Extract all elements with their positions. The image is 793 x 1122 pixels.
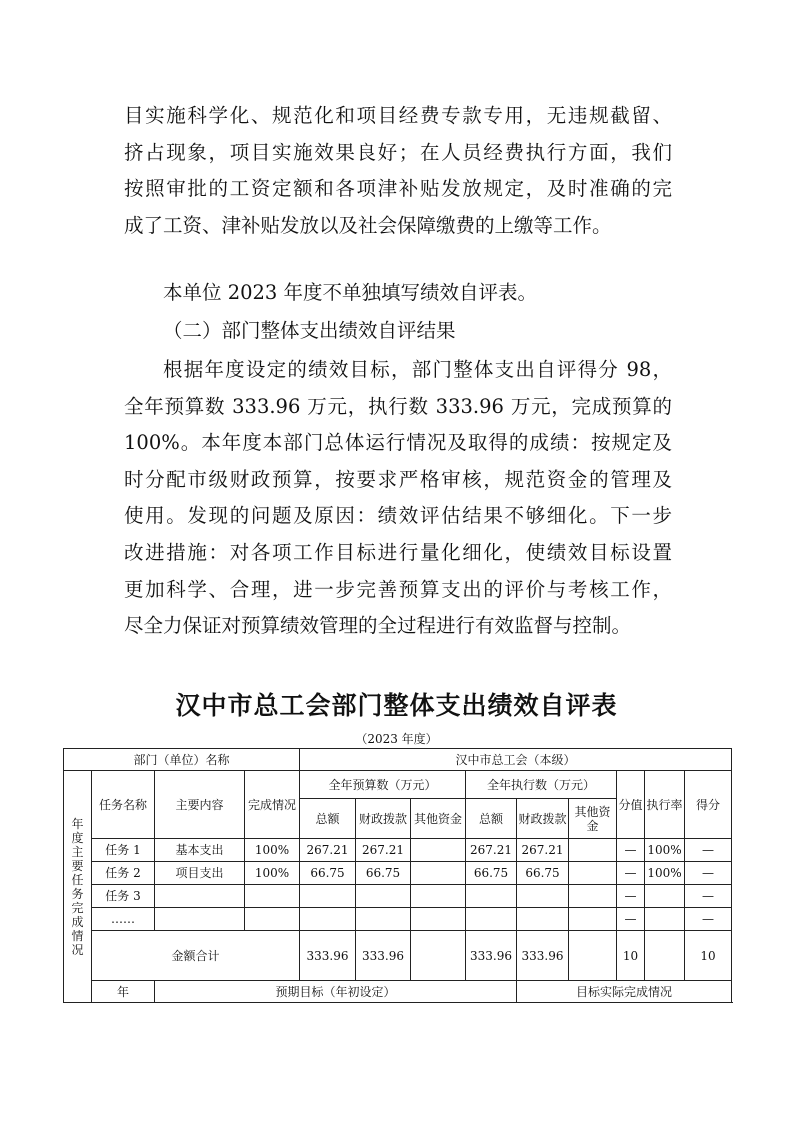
cell-task: 任务 2 bbox=[92, 862, 155, 885]
target-row bbox=[64, 981, 732, 1003]
target-side-label: 年 bbox=[92, 981, 155, 1003]
header-task: 任务名称 bbox=[92, 771, 155, 839]
cell-exec-fiscal bbox=[517, 908, 569, 931]
cell-budget-fiscal bbox=[356, 908, 411, 931]
text-line: 改进措施：对各项工作目标进行量化细化，使绩效目标设置 bbox=[124, 540, 672, 564]
section-heading: （二）部门整体支出绩效自评结果 bbox=[163, 319, 456, 342]
header-exec: 全年执行数（万元） bbox=[466, 771, 617, 799]
cell-score: — bbox=[685, 839, 732, 862]
cell-exec-total: 267.21 bbox=[466, 839, 517, 862]
cell-budget-total: 267.21 bbox=[300, 839, 356, 862]
performance-table bbox=[63, 748, 732, 1003]
sum-score: 10 bbox=[685, 931, 732, 981]
header-budget-fiscal: 财政拨款 bbox=[356, 799, 411, 839]
text-line: 根据年度设定的绩效目标，部门整体支出自评得分 98， bbox=[163, 358, 672, 381]
cell-rate bbox=[645, 885, 685, 908]
header-score-value: 分值 bbox=[617, 771, 645, 839]
table-row bbox=[64, 839, 732, 862]
cell-budget-fiscal bbox=[356, 885, 411, 908]
header-done: 完成情况 bbox=[245, 771, 300, 839]
sum-exec-total: 333.96 bbox=[466, 931, 517, 981]
cell-exec-total bbox=[466, 885, 517, 908]
cell-value: — bbox=[617, 908, 645, 931]
text-line: 目实施科学化、规范化和项目经费专款专用，无违规截留、 bbox=[124, 104, 672, 127]
cell-budget-fiscal: 66.75 bbox=[356, 862, 411, 885]
header-exec-total: 总额 bbox=[466, 799, 517, 839]
cell-task: 任务 1 bbox=[92, 839, 155, 862]
sum-exec-fiscal: 333.96 bbox=[517, 931, 569, 981]
cell-budget-other bbox=[411, 839, 466, 862]
text-line: 按照审批的工资定额和各项津补贴发放规定，及时准确的完 bbox=[124, 177, 672, 201]
table-year: （2023 年度） bbox=[355, 732, 438, 746]
cell-value: — bbox=[617, 862, 645, 885]
cell-exec-fiscal: 267.21 bbox=[517, 839, 569, 862]
sum-exec-other bbox=[569, 931, 617, 981]
table-row bbox=[64, 862, 732, 885]
cell-done bbox=[245, 908, 300, 931]
cell-exec-other bbox=[569, 862, 617, 885]
cell-budget-total bbox=[300, 908, 356, 931]
sum-label: 金额合计 bbox=[92, 931, 300, 981]
header-score: 得分 bbox=[685, 771, 732, 839]
cell-exec-other bbox=[569, 908, 617, 931]
text-line: 尽全力保证对预算绩效管理的全过程进行有效监督与控制。 bbox=[124, 614, 632, 638]
cell-budget-other bbox=[411, 885, 466, 908]
header-budget-other: 其他资金 bbox=[411, 799, 466, 839]
text-line: 100%。本年度本部门总体运行情况及取得的成绩：按规定及 bbox=[124, 431, 672, 455]
cell-value: — bbox=[617, 839, 645, 862]
cell-exec-total bbox=[466, 908, 517, 931]
cell-rate bbox=[645, 908, 685, 931]
cell-value: — bbox=[617, 885, 645, 908]
cell-rate: 100% bbox=[645, 862, 685, 885]
cell-budget-fiscal: 267.21 bbox=[356, 839, 411, 862]
cell-task: …… bbox=[92, 908, 155, 931]
dept-value: 汉中市总工会（本级） bbox=[300, 749, 732, 771]
cell-task: 任务 3 bbox=[92, 885, 155, 908]
cell-exec-fiscal: 66.75 bbox=[517, 862, 569, 885]
table-row bbox=[64, 885, 732, 908]
target-actual: 目标实际完成情况 bbox=[517, 981, 732, 1003]
text-line: 更加科学、合理，进一步完善预算支出的评价与考核工作， bbox=[124, 577, 672, 601]
cell-budget-total: 66.75 bbox=[300, 862, 356, 885]
cell-budget-total bbox=[300, 885, 356, 908]
sum-budget-total: 333.96 bbox=[300, 931, 356, 981]
cell-exec-other bbox=[569, 885, 617, 908]
cell-score: — bbox=[685, 862, 732, 885]
header-exec-rate: 执行率 bbox=[645, 771, 685, 839]
cell-content bbox=[155, 908, 245, 931]
sum-row bbox=[64, 931, 732, 981]
table-title: 汉中市总工会部门整体支出绩效自评表 bbox=[175, 691, 618, 720]
cell-done: 100% bbox=[245, 862, 300, 885]
text-line: 全年预算数 333.96 万元，执行数 333.96 万元，完成预算的 bbox=[124, 394, 672, 418]
text-line: 使用。发现的问题及原因：绩效评估结果不够细化。下一步 bbox=[124, 504, 672, 528]
cell-budget-other bbox=[411, 862, 466, 885]
cell-content: 基本支出 bbox=[155, 839, 245, 862]
cell-done bbox=[245, 885, 300, 908]
target-expected: 预期目标（年初设定） bbox=[155, 981, 517, 1003]
paragraph-3 bbox=[124, 352, 672, 645]
paragraph-1 bbox=[124, 98, 672, 244]
header-budget-total: 总额 bbox=[300, 799, 356, 839]
text-line: 挤占现象，项目实施效果良好；在人员经费执行方面，我们 bbox=[124, 140, 672, 164]
header-content: 主要内容 bbox=[155, 771, 245, 839]
cell-done: 100% bbox=[245, 839, 300, 862]
sum-budget-other bbox=[411, 931, 466, 981]
cell-exec-total: 66.75 bbox=[466, 862, 517, 885]
sum-value: 10 bbox=[617, 931, 645, 981]
cell-content bbox=[155, 885, 245, 908]
cell-exec-fiscal bbox=[517, 885, 569, 908]
sum-rate bbox=[645, 931, 685, 981]
header-exec-other: 其他资金 bbox=[569, 799, 617, 839]
header-budget: 全年预算数（万元） bbox=[300, 771, 466, 799]
cell-budget-other bbox=[411, 908, 466, 931]
table-row bbox=[64, 908, 732, 931]
cell-rate: 100% bbox=[645, 839, 685, 862]
side-label: 年 度 主 要 任 务 完 成 情 况 bbox=[64, 771, 92, 1003]
cell-score: — bbox=[685, 885, 732, 908]
text-line: 成了工资、津补贴发放以及社会保障缴费的上缴等工作。 bbox=[124, 213, 612, 237]
header-exec-fiscal: 财政拨款 bbox=[517, 799, 569, 839]
cell-exec-other bbox=[569, 839, 617, 862]
cell-score: — bbox=[685, 908, 732, 931]
text-line: 时分配市级财政预算，按要求严格审核，规范资金的管理及 bbox=[124, 467, 672, 491]
sum-budget-fiscal: 333.96 bbox=[356, 931, 411, 981]
paragraph-2: 本单位 2023 年度不单独填写绩效自评表。 bbox=[163, 281, 538, 304]
cell-content: 项目支出 bbox=[155, 862, 245, 885]
dept-label: 部门（单位）名称 bbox=[64, 749, 300, 771]
